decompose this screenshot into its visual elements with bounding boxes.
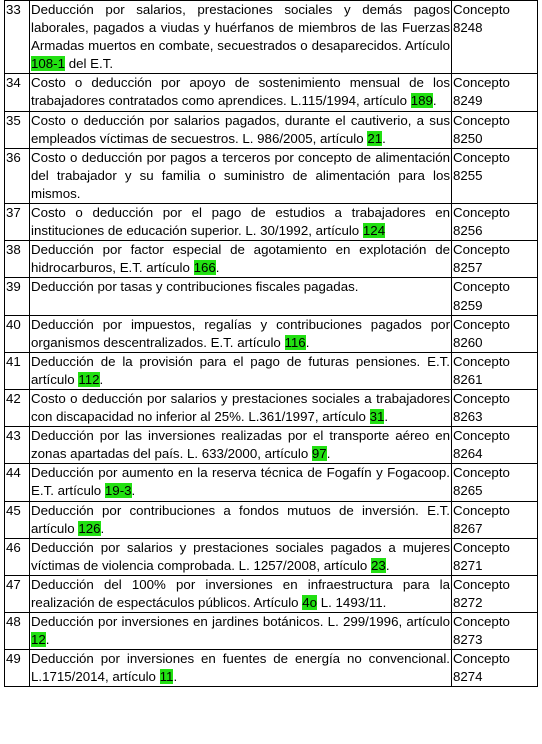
- description-text: .: [382, 130, 386, 146]
- row-description: [30, 74, 452, 111]
- description-text: Costo o deducción por el pago de estudios a trabajadores en instituciones de educación superior. L. 30/1992, artículo: [31, 205, 450, 239]
- row-description: [30, 575, 452, 612]
- description-text: Deducción por factor especial de agotamiento en explotación de hidrocarburos, E.T. artículo: [31, 242, 450, 276]
- row-number: 36: [5, 148, 30, 203]
- description-text: Costo o deducción por salarios y prestaciones sociales a trabajadores con discapacidad no inferior al 25%. L.361/1997, artículo: [31, 390, 450, 425]
- concept-code: [452, 204, 538, 241]
- concept-label: Concepto: [453, 279, 510, 295]
- concept-code: [452, 148, 538, 203]
- concept-label: Concepto: [453, 205, 510, 221]
- description-text: Deducción por salarios y prestaciones sociales pagados a mujeres víctimas de violencia comprobada. L. 1257/2008, artículo: [31, 539, 450, 573]
- concept-code: [452, 613, 538, 650]
- article-reference-highlight: 124: [362, 223, 386, 239]
- description-text: Deducción por contribuciones a fondos mutuos de inversión. E.T. artículo: [31, 502, 450, 536]
- description-text: .: [45, 632, 50, 648]
- concept-number: 8255: [453, 167, 483, 183]
- article-reference-highlight: 112: [78, 371, 100, 387]
- description-text: .: [385, 557, 390, 573]
- concept-number: 8248: [453, 20, 483, 36]
- article-reference-highlight: 97: [311, 446, 327, 462]
- concept-label: Concepto: [453, 614, 510, 630]
- row-description: [30, 111, 452, 148]
- concept-code: [452, 241, 538, 278]
- description-text: Deducción por salarios, prestaciones sociales y demás pagos laborales, pagados a viudas y huérfanos de miembros de las Fuerzas Armadas muertos en combate, secuestrados o desaparecidos. Artículo: [31, 2, 450, 54]
- concept-number: 8259: [453, 297, 483, 313]
- concept-label: Concepto: [453, 112, 510, 128]
- concept-label: Concepto: [453, 502, 510, 518]
- row-number: 37: [5, 204, 30, 241]
- table-row: [5, 538, 538, 575]
- concept-code: [452, 575, 538, 612]
- concept-code: [452, 352, 538, 389]
- row-description: [30, 650, 452, 687]
- concept-number: 8256: [453, 223, 483, 239]
- concept-label: Concepto: [453, 316, 510, 332]
- concept-code: [452, 74, 538, 111]
- concept-code: [452, 538, 538, 575]
- description-text: del E.T.: [65, 56, 114, 72]
- row-description: [30, 389, 452, 426]
- concept-label: Concepto: [453, 651, 510, 667]
- article-reference-highlight: 23: [371, 557, 386, 573]
- description-text: .: [432, 93, 437, 109]
- row-description: [30, 1, 452, 74]
- table-row: [5, 464, 538, 501]
- row-description: [30, 352, 452, 389]
- article-reference-highlight: 4o: [302, 595, 318, 610]
- description-text: Deducción por tasas y contribuciones fiscales pagadas.: [31, 279, 359, 295]
- concept-label: Concepto: [453, 149, 510, 165]
- concept-number: 8271: [453, 557, 483, 573]
- description-text: Costo o deducción por salarios pagados, durante el cautiverio, a sus empleados víctimas de secuestros. L. 986/2005, artículo: [31, 112, 450, 146]
- concept-number: 8257: [453, 260, 483, 276]
- description-text: Deducción del 100% por inversiones en infraestructura para la realización de espectáculos públicos. Artículo: [31, 576, 450, 610]
- table-row: [5, 315, 538, 352]
- table-row: [5, 427, 538, 464]
- table-row: [5, 148, 538, 203]
- row-number: 49: [5, 650, 30, 687]
- table-row: [5, 1, 538, 74]
- row-description: [30, 241, 452, 278]
- table-row: [5, 650, 538, 687]
- description-text: Deducción por las inversiones realizadas por el transporte aéreo en zonas apartadas del país. L. 633/2000, artículo: [31, 428, 450, 462]
- row-number: 35: [5, 111, 30, 148]
- row-number: 47: [5, 575, 30, 612]
- table-row: [5, 613, 538, 650]
- article-reference-highlight: 108-1: [31, 56, 66, 72]
- row-number: 48: [5, 613, 30, 650]
- row-number: 34: [5, 74, 30, 111]
- article-reference-highlight: 189: [410, 93, 433, 109]
- concept-code: [452, 427, 538, 464]
- concept-number: 8267: [453, 520, 483, 536]
- concept-code: [452, 278, 538, 315]
- description-text: .: [384, 409, 389, 425]
- row-description: [30, 464, 452, 501]
- row-number: 41: [5, 352, 30, 389]
- row-description: [30, 427, 452, 464]
- row-number: 45: [5, 501, 30, 538]
- row-description: [30, 501, 452, 538]
- table-row: [5, 389, 538, 426]
- description-text: .: [215, 260, 220, 276]
- article-reference-highlight: 126: [78, 520, 101, 536]
- concept-label: Concepto: [453, 242, 510, 258]
- concept-label: Concepto: [453, 465, 510, 481]
- table-row: [5, 241, 538, 278]
- concept-code: [452, 464, 538, 501]
- row-number: 44: [5, 464, 30, 501]
- concept-number: 8250: [453, 130, 483, 146]
- concept-number: 8274: [453, 669, 483, 685]
- concept-number: 8261: [453, 371, 483, 387]
- article-reference-highlight: 21: [367, 130, 383, 146]
- concept-code: [452, 111, 538, 148]
- row-description: [30, 315, 452, 352]
- row-number: 38: [5, 241, 30, 278]
- table-row: [5, 111, 538, 148]
- description-text: .: [326, 446, 331, 462]
- row-description: [30, 148, 452, 203]
- concept-number: 8273: [453, 632, 483, 648]
- concept-label: Concepto: [453, 576, 510, 592]
- table-row: [5, 74, 538, 111]
- description-text: Deducción por aumento en la reserva técnica de Fogafín y Fogacoop. E.T. artículo: [31, 465, 450, 499]
- table-row: [5, 575, 538, 612]
- row-description: [30, 538, 452, 575]
- description-text: .: [305, 334, 310, 350]
- description-text: Deducción de la provisión para el pago de futuras pensiones. E.T. artículo: [31, 353, 450, 387]
- article-reference-highlight: 166: [193, 260, 216, 276]
- description-text: .: [173, 669, 178, 685]
- concept-number: 8249: [453, 93, 483, 109]
- deductions-table-body: [5, 1, 538, 687]
- description-text: L. 1493/11.: [317, 595, 387, 610]
- description-text: Deducción por inversiones en fuentes de energía no convencional. L.1715/2014, artículo: [31, 651, 450, 685]
- article-reference-highlight: 12: [31, 632, 46, 648]
- concept-label: Concepto: [453, 75, 510, 91]
- concept-label: Concepto: [453, 428, 510, 444]
- concept-code: [452, 1, 538, 74]
- concept-code: [452, 501, 538, 538]
- description-text: .: [131, 483, 136, 499]
- concept-code: [452, 389, 538, 426]
- table-row: [5, 501, 538, 538]
- table-row: [5, 204, 538, 241]
- row-number: 39: [5, 278, 30, 315]
- row-number: 40: [5, 315, 30, 352]
- concept-label: Concepto: [453, 2, 510, 17]
- article-reference-highlight: 11: [159, 669, 174, 685]
- row-number: 33: [5, 1, 30, 74]
- table-row: [5, 278, 538, 315]
- concept-number: 8265: [453, 483, 483, 499]
- description-text: Deducción por inversiones en jardines botánicos. L. 299/1996, artículo: [31, 614, 450, 630]
- article-reference-highlight: 19-3: [104, 483, 132, 499]
- concept-number: 8260: [453, 334, 483, 350]
- concept-code: [452, 650, 538, 687]
- table-row: [5, 352, 538, 389]
- row-description: [30, 278, 452, 315]
- concept-label: Concepto: [453, 390, 510, 406]
- concept-number: 8264: [453, 446, 483, 462]
- description-text: Costo o deducción por apoyo de sostenimiento mensual de los trabajadores contratados como aprendices. L.115/1994, artículo: [31, 75, 450, 109]
- row-number: 42: [5, 389, 30, 426]
- article-reference-highlight: 31: [369, 409, 385, 425]
- concept-code: [452, 315, 538, 352]
- concept-label: Concepto: [453, 539, 510, 555]
- concept-number: 8272: [453, 595, 483, 610]
- description-text: Costo o deducción por pagos a terceros por concepto de alimentación del trabajador y su familia o suministro de alimentación para los mismos.: [31, 149, 450, 201]
- row-description: [30, 204, 452, 241]
- description-text: Deducción por impuestos, regalías y contribuciones pagados por organismos descentralizados. E.T. artículo: [31, 316, 450, 350]
- deductions-table: [4, 0, 538, 687]
- row-description: [30, 613, 452, 650]
- description-text: .: [99, 371, 104, 387]
- description-text: .: [100, 520, 105, 536]
- row-number: 46: [5, 538, 30, 575]
- concept-label: Concepto: [453, 353, 510, 369]
- row-number: 43: [5, 427, 30, 464]
- concept-number: 8263: [453, 409, 483, 425]
- article-reference-highlight: 116: [284, 334, 306, 350]
